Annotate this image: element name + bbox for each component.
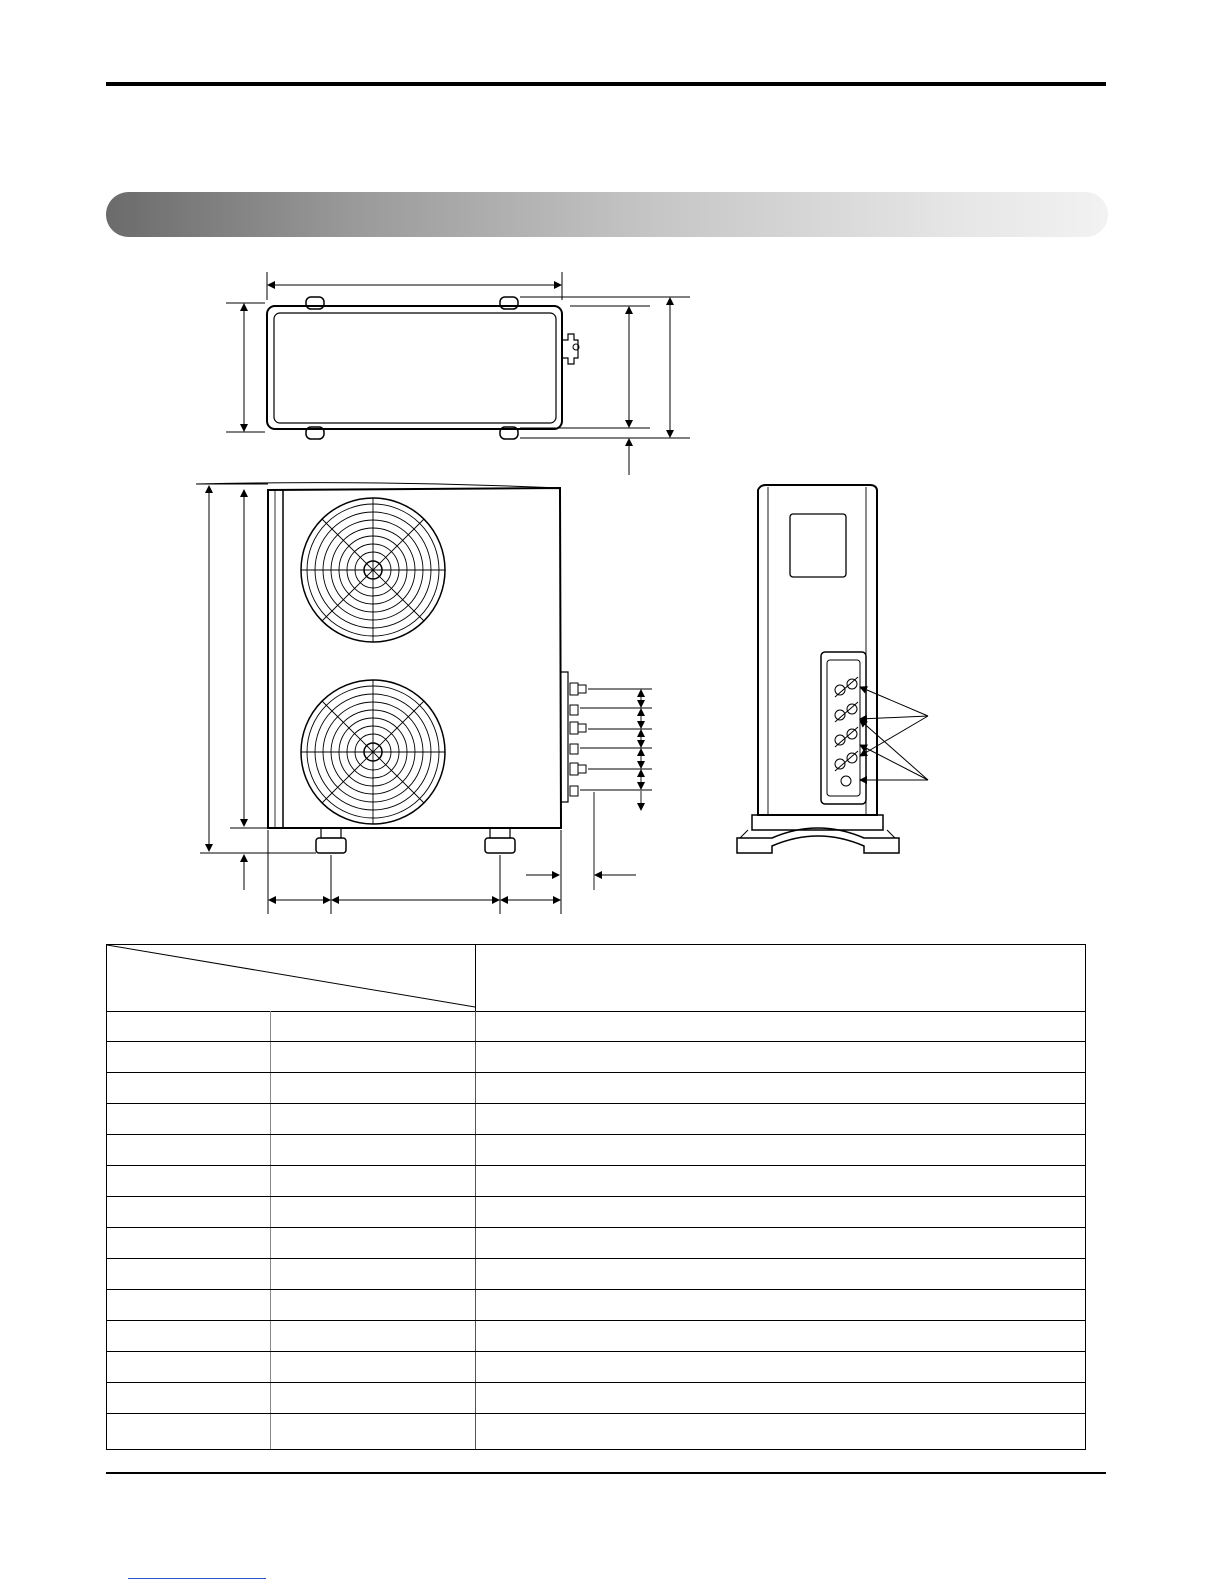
table-row (107, 1011, 1085, 1042)
front-view (196, 483, 652, 914)
footer-rule (106, 1472, 1106, 1474)
table-row (107, 1166, 1085, 1197)
table-row (107, 1383, 1085, 1414)
specification-table (106, 944, 1086, 1450)
table-row (107, 1414, 1085, 1445)
fan-guard-lower (301, 680, 445, 824)
table-row (107, 1073, 1085, 1104)
header-divider (475, 945, 476, 1011)
table-row (107, 1259, 1085, 1290)
table-rows (107, 1011, 1085, 1445)
top-view (226, 272, 690, 475)
table-row (107, 1321, 1085, 1352)
table-header (107, 945, 1085, 1012)
side-view (737, 485, 928, 853)
table-row (107, 1104, 1085, 1135)
footer-link-underline[interactable] (128, 1578, 266, 1579)
table-row (107, 1228, 1085, 1259)
table-row (107, 1042, 1085, 1073)
service-valves (570, 683, 586, 796)
valve-ports (835, 677, 858, 786)
header-diagonal (107, 945, 475, 1011)
table-row (107, 1352, 1085, 1383)
fan-guard-upper (301, 498, 445, 642)
table-row (107, 1290, 1085, 1321)
table-row (107, 1197, 1085, 1228)
table-row (107, 1135, 1085, 1166)
